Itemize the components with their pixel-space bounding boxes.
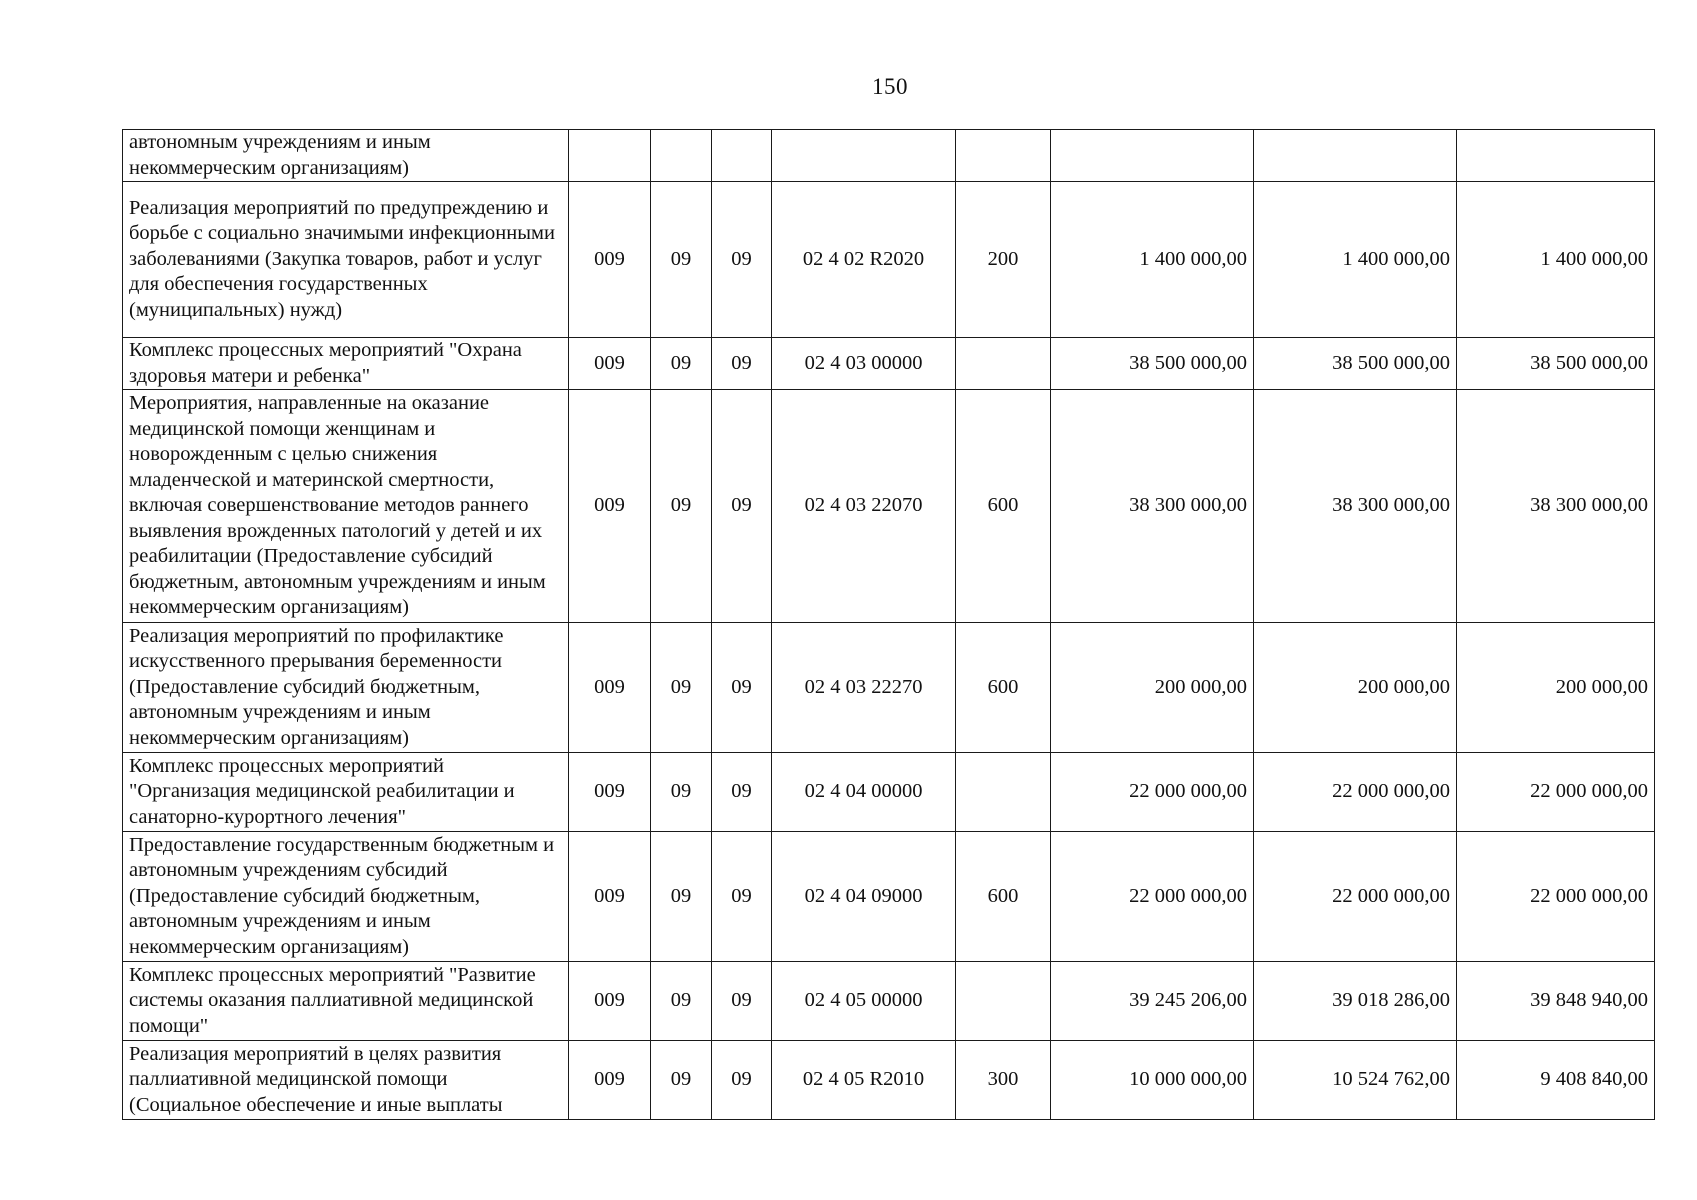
amount-year-1: 38 300 000,00 xyxy=(1051,390,1254,623)
amount-year-2: 1 400 000,00 xyxy=(1254,182,1457,338)
admin-code: 009 xyxy=(569,182,651,338)
page-number: 150 xyxy=(872,74,908,99)
amount-year-2 xyxy=(1254,130,1457,182)
amount-year-1: 38 500 000,00 xyxy=(1051,338,1254,390)
amount-year-3 xyxy=(1457,130,1655,182)
subsection-code: 09 xyxy=(712,832,772,962)
amount-year-2: 39 018 286,00 xyxy=(1254,962,1457,1041)
row-description: Реализация мероприятий по предупреждению и борьбе с социально значимыми инфекционными заболеваниями (Закупка товаров, работ и услуг для обеспечения государственных (муниципальных) нужд) xyxy=(123,182,569,338)
budget-table xyxy=(122,129,1655,1120)
row-description: Предоставление государственным бюджетным и автономным учреждениям субсидий (Предоставление субсидий бюджетным, автономным учреждениям и иным некоммерческим организациям) xyxy=(123,832,569,962)
target-item-code: 02 4 03 22070 xyxy=(772,390,956,623)
table-row xyxy=(123,623,1655,753)
row-description: Комплекс процессных мероприятий "Организация медицинской реабилитации и санаторно-курортного лечения" xyxy=(123,753,569,832)
amount-year-3: 22 000 000,00 xyxy=(1457,832,1655,962)
target-item-code: 02 4 02 R2020 xyxy=(772,182,956,338)
amount-year-3: 1 400 000,00 xyxy=(1457,182,1655,338)
admin-code xyxy=(569,130,651,182)
subsection-code: 09 xyxy=(712,182,772,338)
section-code: 09 xyxy=(651,753,712,832)
target-item-code: 02 4 04 00000 xyxy=(772,753,956,832)
amount-year-1 xyxy=(1051,130,1254,182)
amount-year-2: 38 500 000,00 xyxy=(1254,338,1457,390)
amount-year-1: 1 400 000,00 xyxy=(1051,182,1254,338)
section-code: 09 xyxy=(651,1041,712,1120)
admin-code: 009 xyxy=(569,962,651,1041)
section-code: 09 xyxy=(651,338,712,390)
amount-year-2: 10 524 762,00 xyxy=(1254,1041,1457,1120)
subsection-code xyxy=(712,130,772,182)
section-code xyxy=(651,130,712,182)
amount-year-1: 39 245 206,00 xyxy=(1051,962,1254,1041)
table-body xyxy=(123,130,1655,1120)
amount-year-2: 22 000 000,00 xyxy=(1254,753,1457,832)
admin-code: 009 xyxy=(569,832,651,962)
admin-code: 009 xyxy=(569,753,651,832)
row-description: Реализация мероприятий в целях развития паллиативной медицинской помощи (Социальное обеспечение и иные выплаты xyxy=(123,1041,569,1120)
table-row xyxy=(123,390,1655,623)
target-item-code: 02 4 05 R2010 xyxy=(772,1041,956,1120)
amount-year-1: 200 000,00 xyxy=(1051,623,1254,753)
subsection-code: 09 xyxy=(712,390,772,623)
target-item-code xyxy=(772,130,956,182)
amount-year-3: 39 848 940,00 xyxy=(1457,962,1655,1041)
admin-code: 009 xyxy=(569,623,651,753)
target-item-code: 02 4 03 00000 xyxy=(772,338,956,390)
table-row xyxy=(123,962,1655,1041)
subsection-code: 09 xyxy=(712,962,772,1041)
amount-year-3: 22 000 000,00 xyxy=(1457,753,1655,832)
subsection-code: 09 xyxy=(712,753,772,832)
amount-year-3: 38 300 000,00 xyxy=(1457,390,1655,623)
expense-type-code: 600 xyxy=(956,623,1051,753)
target-item-code: 02 4 04 09000 xyxy=(772,832,956,962)
table-row xyxy=(123,130,1655,182)
section-code: 09 xyxy=(651,390,712,623)
amount-year-3: 9 408 840,00 xyxy=(1457,1041,1655,1120)
row-description: Комплекс процессных мероприятий "Развитие системы оказания паллиативной медицинской помощи" xyxy=(123,962,569,1041)
amount-year-1: 22 000 000,00 xyxy=(1051,832,1254,962)
subsection-code: 09 xyxy=(712,623,772,753)
section-code: 09 xyxy=(651,623,712,753)
row-description: автономным учреждениям и иным некоммерческим организациям) xyxy=(123,130,569,182)
expense-type-code xyxy=(956,338,1051,390)
amount-year-2: 22 000 000,00 xyxy=(1254,832,1457,962)
amount-year-1: 22 000 000,00 xyxy=(1051,753,1254,832)
table-row xyxy=(123,1041,1655,1120)
expense-type-code: 600 xyxy=(956,832,1051,962)
table-row xyxy=(123,753,1655,832)
target-item-code: 02 4 05 00000 xyxy=(772,962,956,1041)
expense-type-code xyxy=(956,130,1051,182)
amount-year-3: 38 500 000,00 xyxy=(1457,338,1655,390)
table-row xyxy=(123,182,1655,338)
amount-year-2: 38 300 000,00 xyxy=(1254,390,1457,623)
row-description: Комплекс процессных мероприятий "Охрана здоровья матери и ребенка" xyxy=(123,338,569,390)
subsection-code: 09 xyxy=(712,338,772,390)
table-row xyxy=(123,832,1655,962)
expense-type-code xyxy=(956,753,1051,832)
table-row xyxy=(123,338,1655,390)
section-code: 09 xyxy=(651,962,712,1041)
amount-year-2: 200 000,00 xyxy=(1254,623,1457,753)
expense-type-code: 600 xyxy=(956,390,1051,623)
amount-year-3: 200 000,00 xyxy=(1457,623,1655,753)
row-description: Мероприятия, направленные на оказание медицинской помощи женщинам и новорожденным с целью снижения младенческой и материнской смертности, включая совершенствование методов раннего выявления врожденных патологий у детей и их реабилитации (Предоставление субсидий бюджетным, автономным учреждениям и иным некоммерческим организациям) xyxy=(123,390,569,623)
expense-type-code: 300 xyxy=(956,1041,1051,1120)
admin-code: 009 xyxy=(569,1041,651,1120)
admin-code: 009 xyxy=(569,338,651,390)
amount-year-1: 10 000 000,00 xyxy=(1051,1041,1254,1120)
row-description: Реализация мероприятий по профилактике искусственного прерывания беременности (Предоставление субсидий бюджетным, автономным учреждениям и иным некоммерческим организациям) xyxy=(123,623,569,753)
expense-type-code xyxy=(956,962,1051,1041)
section-code: 09 xyxy=(651,832,712,962)
target-item-code: 02 4 03 22270 xyxy=(772,623,956,753)
expense-type-code: 200 xyxy=(956,182,1051,338)
section-code: 09 xyxy=(651,182,712,338)
admin-code: 009 xyxy=(569,390,651,623)
subsection-code: 09 xyxy=(712,1041,772,1120)
